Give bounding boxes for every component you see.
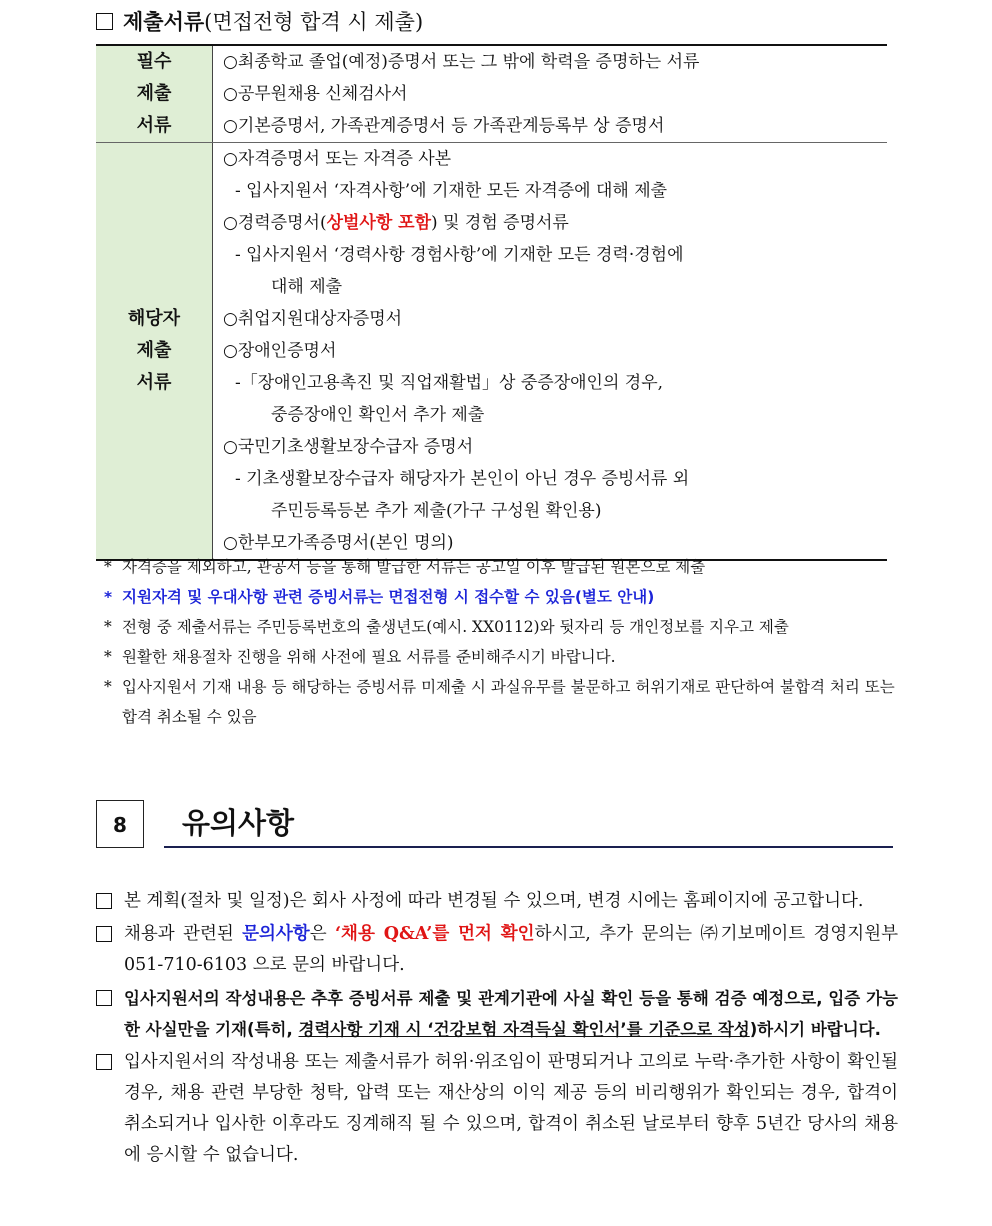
notice-item [96,919,898,981]
highlight-text: 문의사항 [242,924,310,944]
list-subitem-continued: 대해 제출 [271,277,343,297]
list-item: ○취업지원대상자증명서 [223,309,403,329]
text-segment: ) 및 경험 증명서류 [431,213,569,233]
text-segment: 입사지원서의 작성내용은 추후 증빙서류 제출 및 관계기관에 사실 확인 등을 통해 검증 예정으로, 입증 가능한 사실만을 기재(특히, [124,989,898,1039]
highlight-text: ‘채용 Q&A’를 먼저 확인 [334,924,535,944]
checkbox-icon [96,926,112,942]
list-subitem: - 기초생활보장수급자 해당자가 본인이 아닌 경우 증빙서류 외 [235,469,690,489]
applicable-items [213,143,888,561]
highlight-text: 상벌사항 포함 [326,213,432,233]
text-segment: 하시고, 추가 문의는 ㈜기보메이트 경영지원부 051-710-6103 으로 문의 바랍니다. [124,924,899,975]
applicable-label [96,143,213,561]
text-segment: 채용과 관련된 [124,924,243,944]
label-line: 해당자 [127,308,181,329]
note-marker: * [104,558,112,576]
text-segment: )하시기 바랍니다. [749,1020,881,1039]
list-subitem: - 입사지원서 ‘경력사항 경험사항’에 기재한 모든 경력·경험에 [235,245,684,265]
list-subitem-continued: 중증장애인 확인서 추가 제출 [271,405,485,425]
table-row-applicable [96,143,887,561]
list-subitem: - 입사지원서 ‘자격사항’에 기재한 모든 자격증에 대해 제출 [235,181,668,201]
table-row-required [96,45,887,143]
note-text: 자격증을 제외하고, 관공서 등을 통해 발급한 서류는 공고일 이후 발급된 원본으로 제출 [122,558,706,576]
notice-text: 입사지원서의 작성내용 또는 제출서류가 허위·위조임이 판명되거나 고의로 누락·추가한 사항이 확인될 경우, 채용 관련 부당한 청탁, 압력 또는 재산상의 이익 제공 등의 비리행위가 확인되는 경우, 합격이 취소되거나 입사한 이후라도 징계해직 될 수 있으며, 합격이 취소된 날로부터 향후 5년간 당사의 채용에 응시할 수 없습니다. [124,1052,898,1165]
notice-item [96,983,898,1045]
note-item [104,612,904,642]
notice-text: 본 계획(절차 및 일정)은 회사 사정에 따라 변경될 수 있으며, 변경 시에는 홈페이지에 공고합니다. [124,891,864,911]
section-title-main: 제출서류 [123,10,205,34]
note-text: 전형 중 제출서류는 주민등록번호의 출생년도(예시. XX0112)와 뒷자리 등 개인정보를 지우고 제출 [122,618,789,636]
list-item: ○국민기초생활보장수급자 증명서 [223,437,474,457]
required-label [96,45,213,143]
notice-list [96,886,898,1173]
label-line: 서류 [136,115,172,136]
section-title [96,6,423,36]
checkbox-icon [96,13,113,30]
list-item: ○기본증명서, 가족관계증명서 등 가족관계등록부 상 증명서 [223,116,665,136]
note-marker: * [104,648,112,666]
notice-item [96,886,898,917]
checkbox-icon [96,990,112,1006]
list-item: ○공무원채용 신체검사서 [223,84,408,104]
checkbox-icon [96,1054,112,1070]
list-item: ○한부모가족증명서(본인 명의) [223,533,454,553]
text-segment: ○경력증명서( [223,213,327,233]
underlined-text: 경력사항 기재 시 ‘건강보험 자격득실 확인서’를 기준으로 작성 [298,1020,750,1039]
section-title-sub: (면접전형 합격 시 제출) [204,10,424,34]
note-item [104,582,904,612]
checkbox-icon [96,893,112,909]
required-items [213,45,888,143]
note-text: 입사지원서 기재 내용 등 해당하는 증빙서류 미제출 시 과실유무를 불문하고 허위기재로 판단하여 불합격 처리 또는 합격 취소될 수 있음 [122,678,895,726]
note-marker: * [104,618,112,636]
label-line: 제출 [136,83,172,104]
note-marker: * [104,678,112,696]
list-item: ○최종학교 졸업(예정)증명서 또는 그 밖에 학력을 증명하는 서류 [223,52,700,72]
note-marker: * [104,588,113,606]
section-number-box: 8 [96,800,144,848]
notice-item [96,1047,898,1171]
section-heading: 유의사항 [182,806,295,840]
text-segment: 은 [309,924,335,944]
label-line: 필수 [136,51,172,72]
note-text: 원활한 채용절차 진행을 위해 사전에 필요 서류를 준비해주시기 바랍니다. [122,648,616,666]
label-line: 서류 [136,372,172,393]
section-divider [164,846,893,848]
list-item: ○자격증명서 또는 자격증 사본 [223,149,452,169]
documents-table [96,44,887,561]
note-item [104,642,904,672]
label-line: 제출 [136,340,172,361]
list-subitem-continued: 주민등록등본 추가 제출(가구 구성원 확인용) [271,501,602,521]
notes-list [104,552,904,732]
list-item [223,207,887,239]
note-text: 지원자격 및 우대사항 관련 증빙서류는 면접전형 시 접수할 수 있음(별도 안내) [122,588,655,606]
note-item [104,552,904,582]
list-item: ○장애인증명서 [223,341,337,361]
note-item [104,672,904,732]
list-subitem: -「장애인고용촉진 및 직업재활법」상 중증장애인의 경우, [235,373,664,393]
